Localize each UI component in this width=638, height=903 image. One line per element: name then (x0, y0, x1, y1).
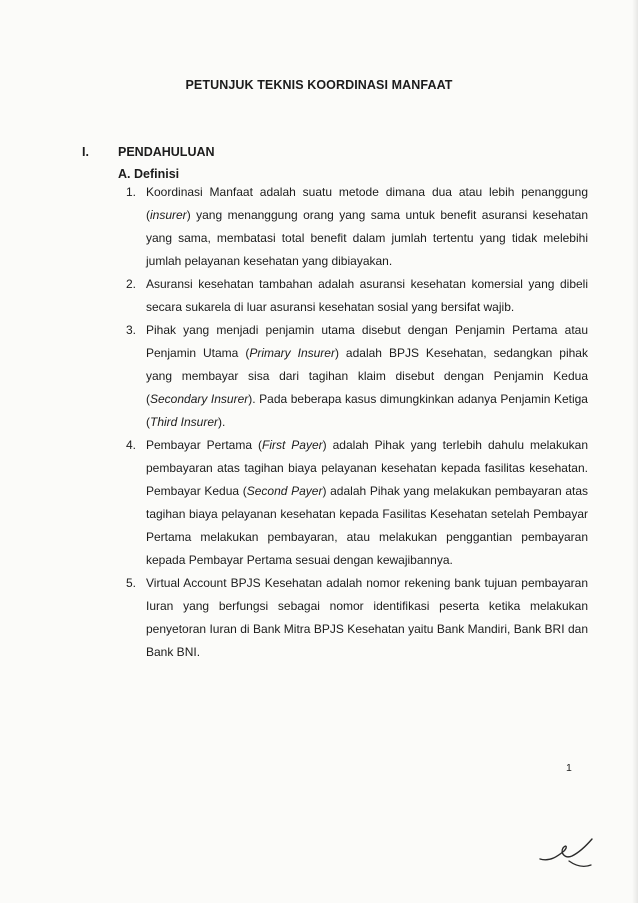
subsection-heading: A. Definisi (118, 167, 180, 181)
section-title: PENDAHULUAN (118, 145, 215, 159)
italic-term: Primary Insurer (249, 346, 335, 360)
text-segment: ) adalah Pihak yang terlebih dahulu melakukan pembayaran atas tagihan biaya pelayanan kesehatan kepada fasilitas kesehatan. Pembayar Kedua ( (146, 438, 588, 498)
section-number: I. (82, 145, 89, 159)
list-item-number: 4. (126, 438, 137, 452)
italic-term: Second Payer (246, 484, 323, 498)
paraf-signature (536, 835, 598, 875)
text-segment: ) adalah BPJS Kesehatan, sedangkan pihak yang membayar sisa dari tagihan klaim disebut dengan Penjamin Kedua ( (146, 346, 588, 406)
list-item-text (146, 572, 588, 664)
list-item-text (146, 319, 588, 434)
document-title: PETUNJUK TEKNIS KOORDINASI MANFAAT (185, 78, 453, 92)
italic-term: Third Insurer (150, 415, 219, 429)
italic-term: First Payer (262, 438, 323, 452)
list-item (126, 181, 588, 273)
list-item-number: 5. (126, 576, 137, 590)
italic-term: insurer (150, 208, 187, 222)
text-segment: Virtual Account BPJS Kesehatan adalah nomor rekening bank tujuan pembayaran Iuran yang berfungsi sebagai nomor identifikasi peserta ketika melakukan penyetoran Iuran di Bank Mitra BPJS Kesehatan yaitu Bank Mandiri, Bank BRI dan Bank BNI. (146, 576, 588, 659)
list-item-text (146, 273, 588, 319)
text-segment: Koordinasi Manfaat adalah suatu metode dimana dua atau lebih penanggung ( (146, 185, 588, 222)
text-segment: Pembayar Pertama ( (146, 438, 262, 452)
text-segment: ) adalah Pihak yang melakukan pembayaran atas tagihan biaya pelayanan kesehatan kepada Fasilitas Kesehatan setelah Pembayar Pertama melakukan pembayaran, atau melakukan penggantian pembayaran kepada Pembayar Pertama sesuai dengan kewajibannya. (146, 484, 588, 567)
italic-term: Secondary Insurer (150, 392, 249, 406)
list-item (126, 572, 588, 664)
list-item-text (146, 181, 588, 273)
list-item (126, 273, 588, 319)
list-item-number: 2. (126, 277, 137, 291)
text-segment: ). (218, 415, 226, 429)
text-segment: ) yang menanggung orang yang sama untuk benefit asuransi kesehatan yang sama, membatasi total benefit dalam jumlah tertentu yang tidak melebihi jumlah pelayanan kesehatan yang dibiayakan. (146, 208, 588, 268)
text-segment: Pihak yang menjadi penjamin utama disebut dengan Penjamin Pertama atau Penjamin Utama ( (146, 323, 588, 360)
list-item (126, 434, 588, 572)
page-edge-shadow (632, 0, 638, 903)
text-segment: ). Pada beberapa kasus dimungkinkan adanya Penjamin Ketiga ( (146, 392, 588, 429)
definition-list (126, 181, 588, 664)
list-item-number: 3. (126, 323, 137, 337)
list-item-text (146, 434, 588, 572)
list-item-number: 1. (126, 185, 137, 199)
list-item (126, 319, 588, 434)
text-segment: Asuransi kesehatan tambahan adalah asuransi kesehatan komersial yang dibeli secara sukarela di luar asuransi kesehatan sosial yang bersifat wajib. (146, 277, 588, 314)
page-number: 1 (566, 762, 572, 774)
